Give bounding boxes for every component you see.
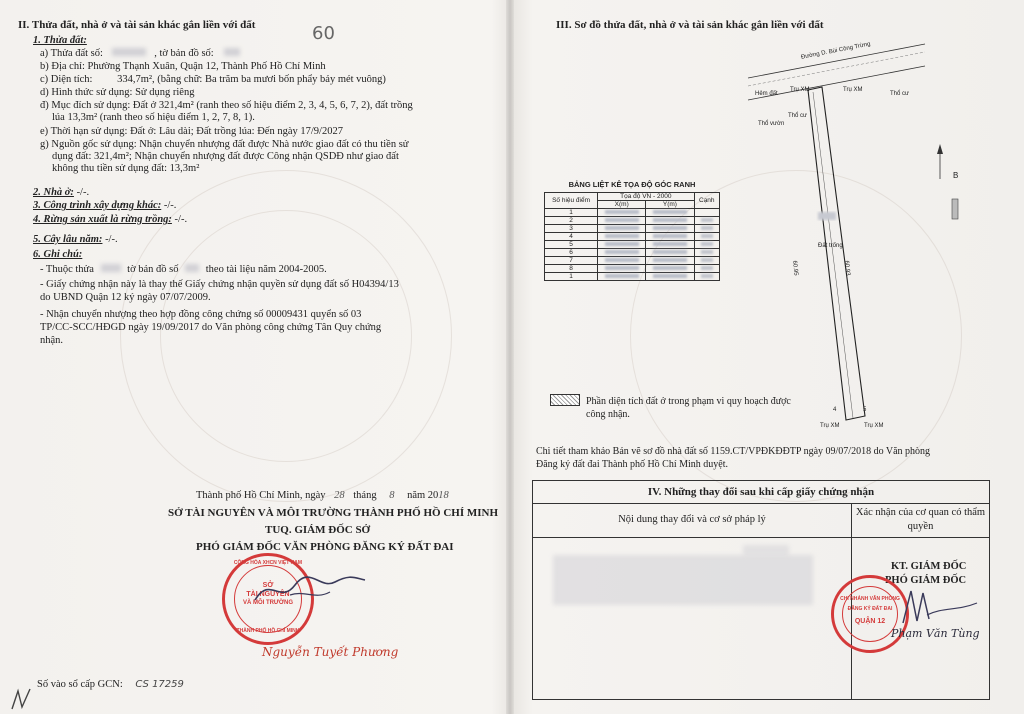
section-3-title: III. Sơ đồ thửa đất, nhà ở và tài sản khác gắn liền với đất (556, 19, 824, 31)
note-2-line-1: - Giấy chứng nhận này là thay thế Giấy chứng nhận quyền sử dụng đất số H04394/13 (40, 279, 399, 290)
coord-edge-redacted (694, 209, 719, 217)
coord-edge-redacted (694, 225, 719, 233)
coord-row (545, 217, 720, 225)
origin-line-3: không thu tiền sử dụng đất: 13,3m² (52, 163, 200, 174)
gcn-number (37, 679, 184, 692)
changes-col1-header: Nội dung thay đổi và cơ sở pháp lý (533, 503, 851, 538)
map-hem-label: Hẻm đất (755, 91, 778, 97)
map-tru-xm-4: Trụ XM (864, 423, 884, 429)
seal-top-text: CỘNG HÒA XHCN VIỆT NAM (233, 560, 303, 566)
signer-name-right: Phạm Văn Tùng (891, 627, 980, 640)
gcn-label: Số vào sổ cấp GCN: (37, 679, 123, 690)
signature-left (250, 570, 370, 610)
redacted-parcel-number (112, 48, 146, 56)
coord-x-redacted (598, 249, 646, 257)
coord-x-redacted (598, 217, 646, 225)
coord-point-id: 6 (545, 249, 598, 257)
corner-mark (8, 685, 38, 713)
coord-edge-redacted (694, 249, 719, 257)
origin-line-2: dụng đất: 321,4m²; Nhận chuyển nhượng đất được Công nhận QSDĐ như giao đất (52, 151, 399, 162)
map-road-label: Đường D. Bùi Công Trừng (800, 41, 872, 61)
note-3-line-2: TP/CC-SCC/HĐGD ngày 19/09/2017 do Văn phòng công chứng Tân Quy chứng (40, 322, 382, 333)
watermark-circle (160, 210, 412, 462)
seal-bottom-text: THÀNH PHỐ HỒ CHÍ MINH (236, 628, 300, 634)
redacted-map-sheet (224, 48, 240, 56)
gcn-value: CS 17259 (135, 679, 184, 690)
note-1-part-c: theo tài liệu năm 2004-2005. (205, 264, 327, 275)
map-tru-xm-2: Trụ XM (843, 87, 863, 93)
coord-th-y: Y(m) (646, 201, 694, 209)
coord-table (544, 192, 720, 281)
coord-y-redacted (646, 273, 694, 281)
coord-y-redacted (646, 233, 694, 241)
parcel-number-line (40, 48, 240, 61)
map-vacant-label: Đất trống (818, 243, 843, 249)
coord-th-edge: Cạnh (694, 193, 719, 209)
map-tho-cu-1: Thổ cư (788, 113, 808, 119)
note-2-line-2: do UBND Quận 12 ký ngày 07/07/2009. (40, 292, 211, 303)
coord-x-redacted (598, 265, 646, 273)
coord-header-row (545, 193, 720, 201)
page-fold (506, 0, 514, 714)
coord-point-id: 4 (545, 233, 598, 241)
coord-body (545, 209, 720, 281)
coord-x-redacted (598, 241, 646, 249)
coord-th-x: X(m) (598, 201, 646, 209)
coord-y-redacted (646, 257, 694, 265)
map-length-1: 60.95 (791, 260, 799, 276)
redacted-change-stamp (743, 545, 789, 555)
changes-title: IV. Những thay đổi sau khi cấp giấy chứng nhận (533, 481, 989, 504)
coord-row (545, 265, 720, 273)
coord-y-redacted (646, 209, 694, 217)
coord-x-redacted (598, 233, 646, 241)
usage-purpose-line-2: lúa 13,3m² (ranh theo số hiệu điểm 1, 2, 7, 8, 1). (52, 112, 255, 123)
detail-ref-1: Chi tiết tham khảo Bản vẽ sơ đồ nhà đất số 1159.CT/VPĐKĐĐTP ngày 09/07/2018 do Văn phòng (536, 446, 931, 457)
note-1-part-a: - Thuộc thửa (40, 264, 94, 275)
coord-x-redacted (598, 225, 646, 233)
coord-y-redacted (646, 225, 694, 233)
perennial-value: -/-. (102, 234, 118, 245)
forest-value: -/-. (171, 214, 188, 225)
signer-name-left: Nguyễn Tuyết Phương (262, 645, 399, 659)
parcel-number-label: a) Thửa đất số: (40, 48, 103, 59)
coord-row (545, 233, 720, 241)
construction-label: 3. Công trình xây dựng khác: (33, 200, 162, 211)
seal-right-bottom: QUẬN 12 (854, 618, 886, 625)
map-point-4: 4 (833, 407, 837, 413)
house-label: 2. Nhà ở: (33, 187, 74, 198)
map-sheet-label: , tờ bản đồ số: (154, 48, 214, 59)
signer-title: PHÓ GIÁM ĐỐC VĂN PHÒNG ĐĂNG KÝ ĐẤT ĐAI (196, 541, 454, 553)
coord-table-title: BẢNG LIỆT KÊ TỌA ĐỘ GÓC RANH (568, 180, 696, 189)
coord-y-redacted (646, 249, 694, 257)
coord-row (545, 241, 720, 249)
coord-th-system: Tọa độ VN - 2000 (598, 193, 694, 201)
legend-swatch (550, 394, 580, 406)
note-3-line-1: - Nhận chuyển nhượng theo hợp đồng công chứng số 00009431 quyển số 03 (40, 309, 362, 320)
map-tho-vuon: Thổ vườn (758, 121, 785, 127)
coord-row (545, 273, 720, 281)
coord-th-point: Số hiệu điểm (545, 193, 598, 209)
issue-day: 28 (334, 490, 345, 501)
construction-value: -/-. (161, 200, 177, 211)
coord-edge-redacted (694, 265, 719, 273)
issuing-org: SỞ TÀI NGUYÊN VÀ MÔI TRƯỜNG THÀNH PHỐ HỒ CHÍ MINH (168, 507, 499, 519)
seal-right-mid: ĐĂNG KÝ ĐẤT ĐAI (847, 606, 893, 612)
approver-title: PHÓ GIÁM ĐỐC (885, 575, 967, 586)
usage-form-line: d) Hình thức sử dụng: Sử dụng riêng (40, 87, 195, 98)
signature-right (893, 585, 983, 629)
issue-date-prefix: Thành phố Hồ Chí Minh, ngày (196, 490, 326, 501)
redacted-parcel (101, 264, 121, 272)
coord-point-id: 7 (545, 257, 598, 265)
notes-heading: 6. Ghi chú: (33, 249, 83, 260)
coord-row (545, 249, 720, 257)
section-2-title: II. Thửa đất, nhà ở và tài sản khác gắn liền với đất (18, 19, 256, 31)
perennial-label: 5. Cây lâu năm: (33, 234, 103, 245)
area-value: 334,7m², (bằng chữ: Ba trăm ba mươi bốn phẩy bảy mét vuông) (117, 74, 386, 85)
seal-right-top: CHI NHÁNH VĂN PHÒNG (840, 596, 900, 602)
map-tho-cu-2: Thổ cư (890, 91, 910, 97)
coord-edge-redacted (694, 217, 719, 225)
note-3-line-3: nhận. (40, 335, 64, 346)
coord-point-id: 8 (545, 265, 598, 273)
issue-month-label: tháng (353, 490, 377, 501)
map-point-5: 5 (863, 407, 867, 413)
parcel-heading: 1. Thửa đất: (33, 35, 87, 46)
forest-line (33, 214, 187, 227)
note-1-part-b: tờ bản đồ số (127, 264, 179, 275)
issue-year: 18 (438, 490, 449, 501)
boundary-coordinate-table (544, 180, 720, 281)
coord-x-redacted (598, 209, 646, 217)
map-tru-xm-3: Trụ XM (820, 423, 840, 429)
coord-edge-redacted (694, 233, 719, 241)
coord-point-id: 2 (545, 217, 598, 225)
coord-y-redacted (646, 241, 694, 249)
coord-point-id: 3 (545, 225, 598, 233)
coord-point-id: 1 (545, 209, 598, 217)
house-line (33, 187, 89, 200)
house-value: -/-. (73, 187, 90, 198)
seal-center-2: TÀI NGUYÊN (246, 591, 290, 598)
map-length-2: 60.93 (843, 260, 851, 276)
seal-center-1: SỞ (262, 582, 274, 589)
origin-line-1: g) Nguồn gốc sử dụng: Nhận chuyển nhượng đất được Nhà nước giao đất có thu tiền sử (40, 139, 409, 150)
issue-date (196, 490, 449, 503)
address-line: b) Địa chỉ: Phường Thạnh Xuân, Quận 12, Thành Phố Hồ Chí Minh (40, 61, 326, 72)
coord-edge-redacted (694, 241, 719, 249)
coord-y-redacted (646, 217, 694, 225)
changes-col2-header: Xác nhận của cơ quan có thẩm quyền (852, 503, 989, 538)
area-label: c) Diện tích: (40, 74, 93, 85)
changes-box (532, 480, 990, 700)
coord-row (545, 257, 720, 265)
coord-edge-redacted (694, 273, 719, 281)
detail-ref-2: Đăng ký đất đai Thành phố Hồ Chí Minh duyệt. (536, 459, 729, 470)
coord-point-id: 1 (545, 273, 598, 281)
redacted-change-content (553, 555, 813, 605)
coord-point-id: 5 (545, 241, 598, 249)
usage-purpose-line-1: đ) Mục đích sử dụng: Đất ở 321,4m² (ranh theo số hiệu điểm 2, 3, 4, 5, 6, 7, 2), đất trồng (40, 100, 413, 111)
map-tru-xm-1: Trụ XM (790, 87, 810, 93)
note-1 (40, 264, 327, 277)
map-north-label: B (953, 171, 959, 180)
issue-year-label: năm 20 (407, 490, 439, 501)
seal-center-3: VÀ MÔI TRƯỜNG (242, 600, 294, 606)
area-line (40, 74, 386, 87)
redacted-map (185, 264, 199, 272)
perennial-line (33, 234, 118, 247)
construction-line (33, 200, 176, 213)
handwritten-number: 60 (312, 23, 335, 44)
usage-term-line: e) Thời hạn sử dụng: Đất ở: Lâu dài; Đất trồng lúa: Đến ngày 17/9/2027 (40, 126, 343, 137)
coord-edge-redacted (694, 257, 719, 265)
forest-label: 4. Rừng sản xuất là rừng trồng: (33, 214, 172, 225)
coord-row (545, 209, 720, 217)
coord-x-redacted (598, 273, 646, 281)
approver-kt: KT. GIÁM ĐỐC (891, 561, 967, 572)
issue-month: 8 (389, 490, 395, 501)
authority-line: TUQ. GIÁM ĐỐC SỞ (265, 524, 371, 536)
seal-right-inner-ring (842, 586, 898, 642)
legend-text-1: Phần diện tích đất ở trong phạm vi quy hoạch được công nhận. (586, 396, 791, 420)
coord-row (545, 225, 720, 233)
coord-y-redacted (646, 265, 694, 273)
coord-x-redacted (598, 257, 646, 265)
